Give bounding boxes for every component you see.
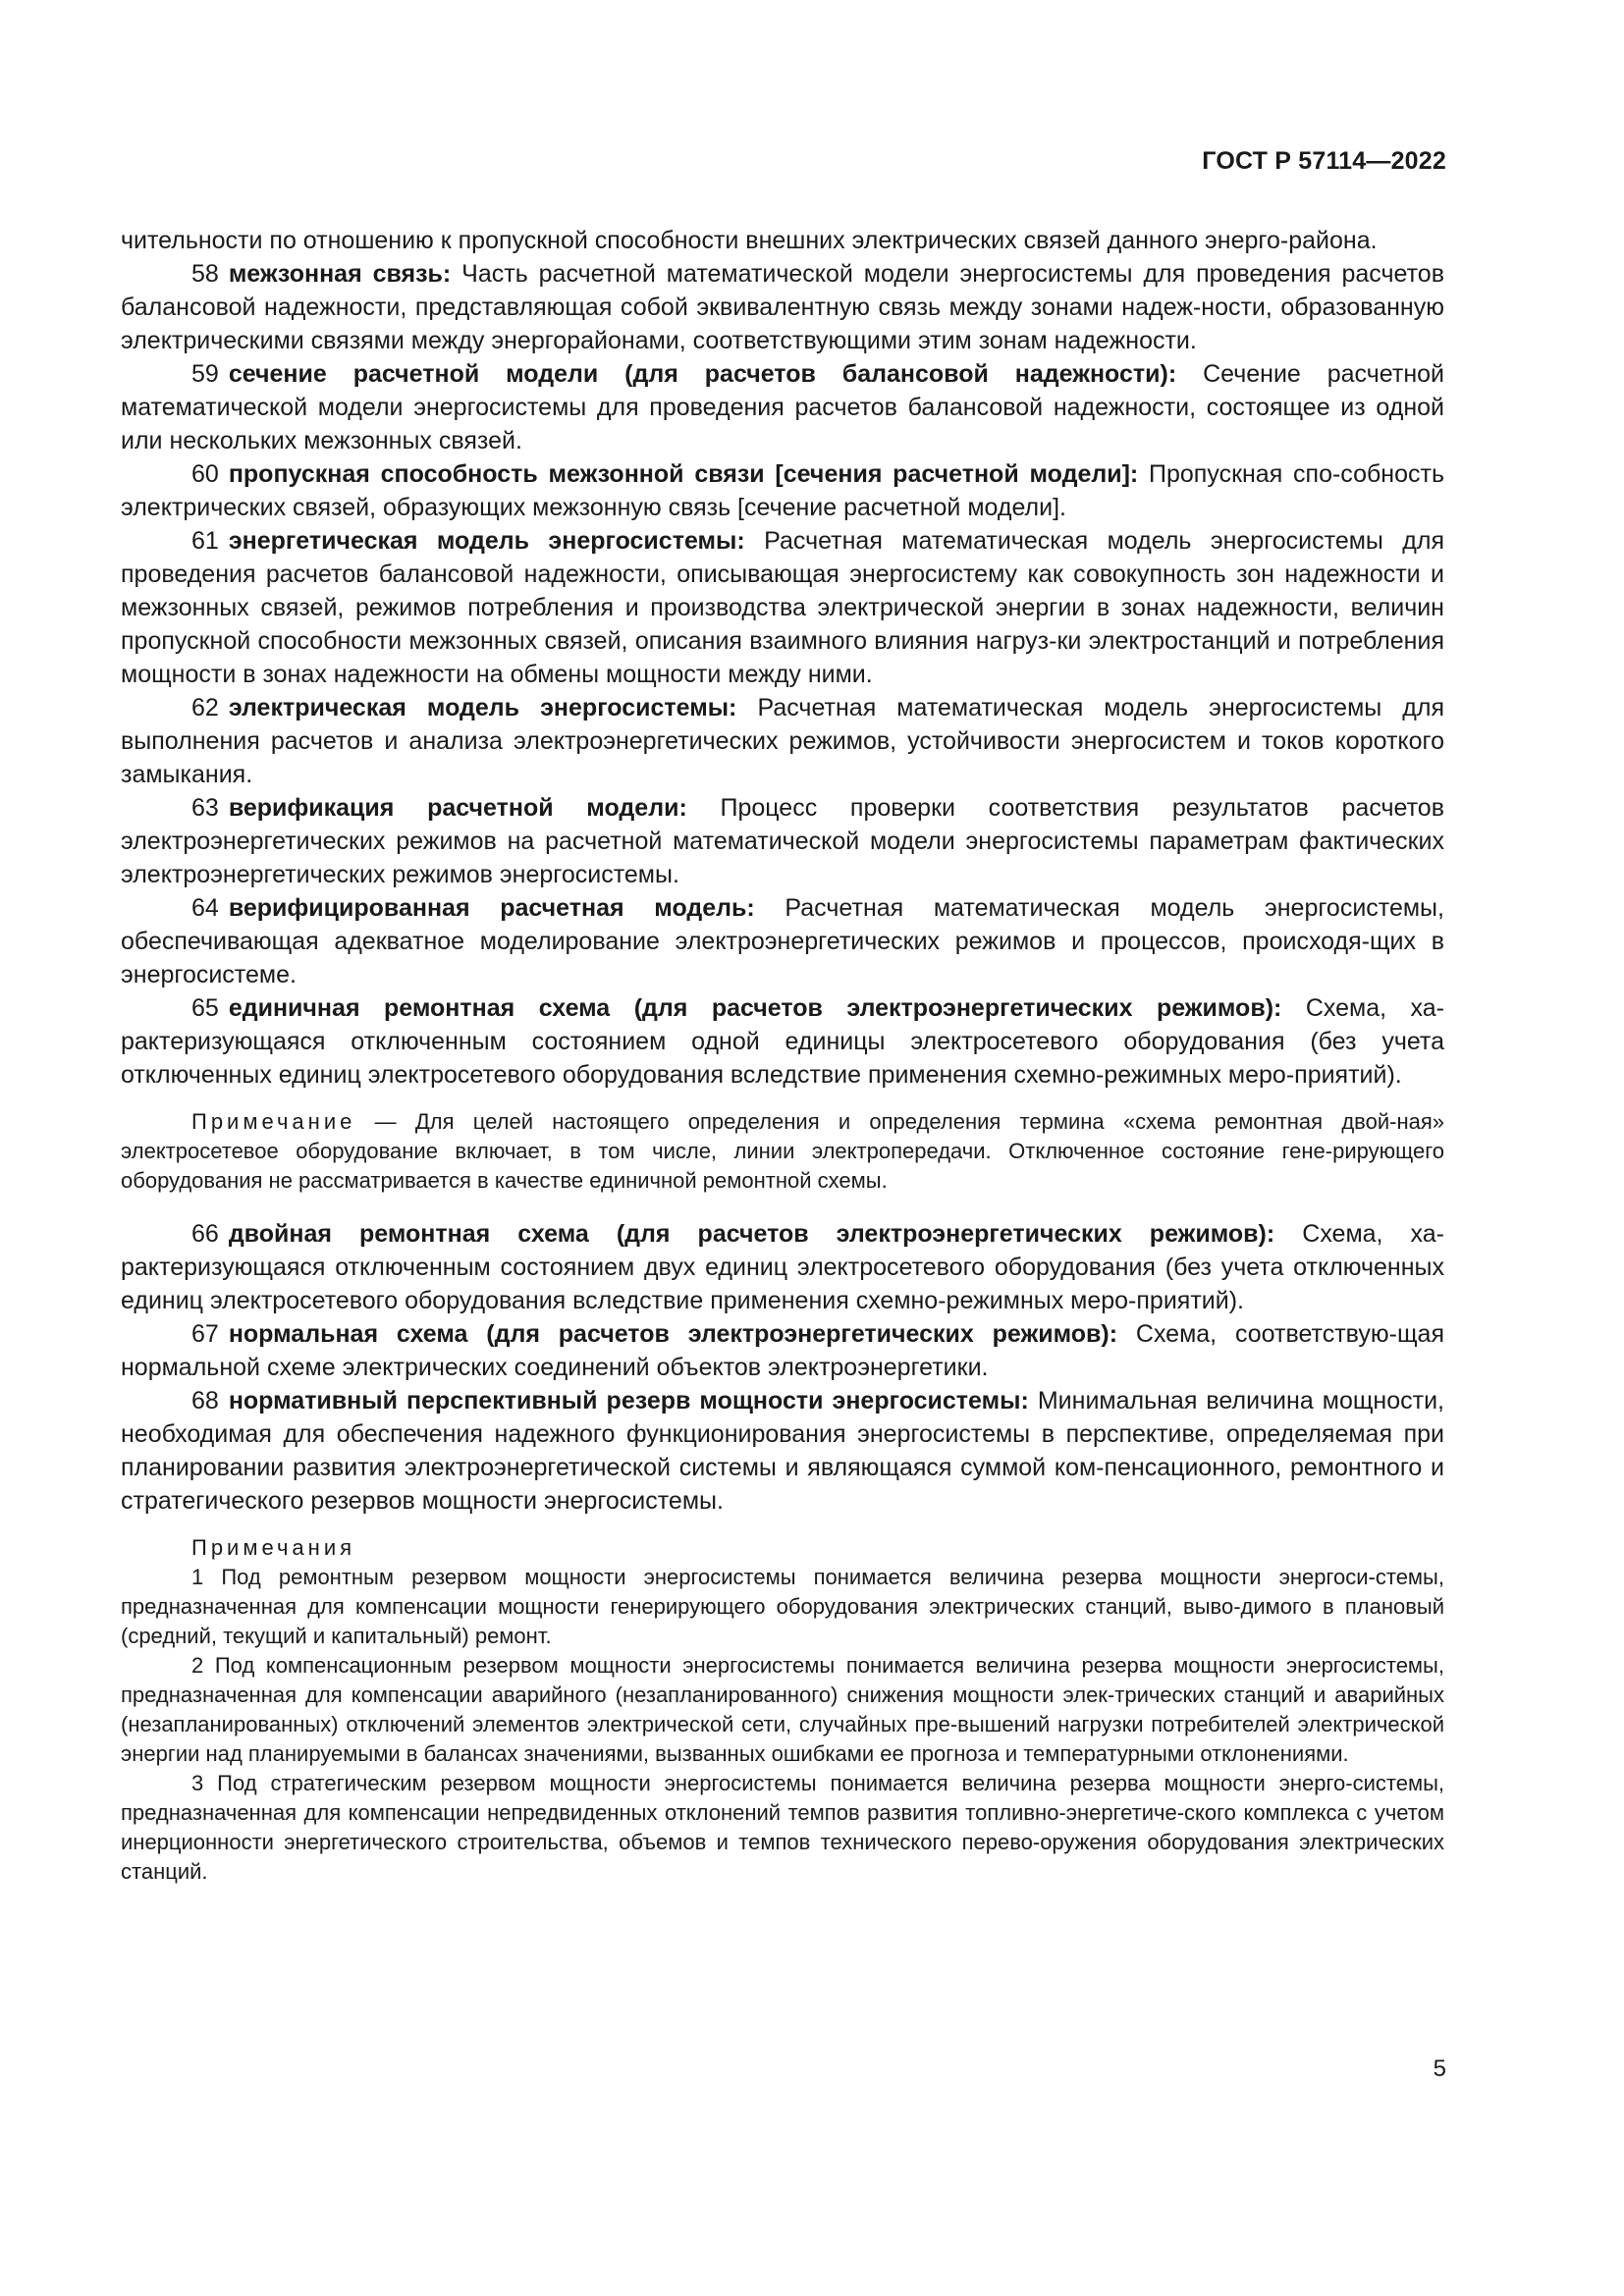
term-definition: Минимальная величина мощности, необходимая для обеспечения надежного функционирования энергосистемы в перспективе, определяемая при планировании развития электроэнергетической системы и являющаяся суммой ком-пенсационного, ремонтного и стратегического резервов мощности энергосистемы. [121,1387,1444,1515]
note-term-65 [121,1107,1444,1196]
term-number: 60 [191,460,219,488]
term-definition: Процесс проверки соответствия результатов расчетов электроэнергетических режимов на расчетной математической модели энергосистемы параметрам фактических электроэнергетических режимов энергосистемы. [121,794,1444,888]
term-title: верификация расчетной модели: [228,794,687,822]
term-number: 63 [191,794,219,822]
term-title: верифицированная расчетная модель: [228,894,755,922]
note-item-1: 1 Под ремонтным резервом мощности энергосистемы понимается величина резерва мощности энергоси-стемы, предназначенная для компенсации мощности генерирующего оборудования электрических станций, выво-димого в плановый (средний, текущий и капитальный) ремонт. [121,1565,1444,1648]
note-item-3: 3 Под стратегическим резервом мощности энергосистемы понимается величина резерва мощности энерго-системы, предназначенная для компенсации непредвиденных отклонений темпов развития топливно-энергетиче-ского комплекса с учетом инерционности энергетического строительства, объемов и темпов технического перево-оружения оборудования электрических станций. [121,1771,1444,1884]
term-title: энергетическая модель энергосистемы: [228,527,745,555]
term-63 [121,791,1444,891]
term-title: пропускная способность межзонной связи [сечения расчетной модели]: [228,460,1139,488]
term-65 [121,991,1444,1092]
term-title: нормальная схема (для расчетов электроэнергетических режимов): [228,1320,1118,1348]
term-68 [121,1384,1444,1518]
term-number: 64 [191,894,219,922]
term-number: 66 [191,1220,219,1248]
term-definition: Сечение расчетной математической модели энергосистемы для проведения расчетов балансовой надежности, состоящее из одной или нескольких межзонных связей. [121,360,1444,454]
term-number: 67 [191,1320,219,1348]
term-61 [121,524,1444,691]
note-paragraph [121,1107,1444,1196]
term-definition: Расчетная математическая модель энергосистемы для проведения расчетов балансовой надежности, описывающая энергосистему как совокупность зон надежности и межзонных связей, режимов потребления и производства электрической энергии в зонах надежности, величин пропускной способности межзонных связей, описания взаимного влияния нагруз-ки электростанций и потребления мощности в зонах надежности на обмены мощности между ними. [121,527,1444,688]
term-title: двойная ремонтная схема (для расчетов электроэнергетических режимов): [228,1220,1275,1248]
term-definition: Часть расчетной математической модели энергосистемы для проведения расчетов балансовой надежности, представляющая собой эквивалентную связь между зонами надеж-ности, образованную электрическими связями между энергорайонами, соответствующими этим зонам надежности. [121,260,1444,354]
term-60 [121,457,1444,524]
note-label: Примечание [191,1109,356,1134]
term-number: 58 [191,260,219,288]
terms-list-2 [121,1217,1444,1518]
term-number: 62 [191,694,219,721]
notes-heading [121,1533,1444,1563]
term-title: сечение расчетной модели (для расчетов балансовой надежности): [228,360,1177,388]
term-64 [121,891,1444,991]
term-definition: Расчетная математическая модель энергосистемы, обеспечивающая адекватное моделирование электроэнергетических режимов и процессов, происходя-щих в энергосистеме. [121,894,1444,988]
notes-label: Примечания [191,1535,356,1560]
term-number: 68 [191,1387,219,1415]
term-title: единичная ремонтная схема (для расчетов электроэнергетических режимов): [228,994,1282,1022]
term-59 [121,357,1444,457]
page-number: 5 [1433,2056,1446,2082]
term-number: 61 [191,527,219,555]
document-header: ГОСТ Р 57114—2022 [1202,147,1446,175]
term-definition: Пропускная спо-собность электрических связей, образующих межзонную связь [сечение расчетной модели]. [121,460,1444,521]
term-67 [121,1317,1444,1384]
term-definition: Схема, соответствую-щая нормальной схеме электрических соединений объектов электроэнергетики. [121,1320,1444,1381]
term-58 [121,257,1444,357]
note-item-2: 2 Под компенсационным резервом мощности энергосистемы понимается величина резерва мощности энергосистемы, предназначенная для компенсации аварийного (незапланированного) снижения мощности элек-трических станций и аварийных (незапланированных) отключений элементов электрической сети, случайных пре-вышений нагрузки потребителей электрической энергии над планируемыми в балансах значениями, вызванных ошибками ее прогноза и температурными отклонениями. [121,1653,1444,1766]
term-number: 65 [191,994,219,1022]
term-definition: Расчетная математическая модель энергосистемы для выполнения расчетов и анализа электроэнергетических режимов, устойчивости энергосистем и токов короткого замыкания. [121,694,1445,788]
notes-term-68 [121,1533,1444,1887]
continuation-text: чительности по отношению к пропускной способности внешних электрических связей данного энерго-района. [121,227,1378,254]
note-text: — Для целей настоящего определения и определения термина «схема ремонтная двой-ная» электросетевое оборудование включает, в том числе, линии электропередачи. Отключенное состояние гене-рирующего оборудования не рассматривается в качестве единичной ремонтной схемы. [121,1109,1444,1193]
term-66 [121,1217,1444,1317]
term-number: 59 [191,360,219,388]
term-title: межзонная связь: [228,260,452,288]
term-title: нормативный перспективный резерв мощности энергосистемы: [228,1387,1029,1415]
term-definition: Схема, ха-рактеризующаяся отключенным состоянием двух единиц электросетевого оборудования (без учета отключенных единиц электросетевого оборудования вследствие применения схемно-режимных меро-приятий). [121,1220,1444,1314]
term-title: электрическая модель энергосистемы: [228,694,737,721]
term-definition: Схема, ха-рактеризующаяся отключенным состоянием одной единицы электросетевого оборудования (без учета отключенных единиц электросетевого оборудования вследствие применения схемно-режимных меро-приятий). [121,994,1445,1089]
terms-list-1 [121,257,1444,1092]
term-62 [121,691,1444,791]
document-body [121,224,1444,1908]
